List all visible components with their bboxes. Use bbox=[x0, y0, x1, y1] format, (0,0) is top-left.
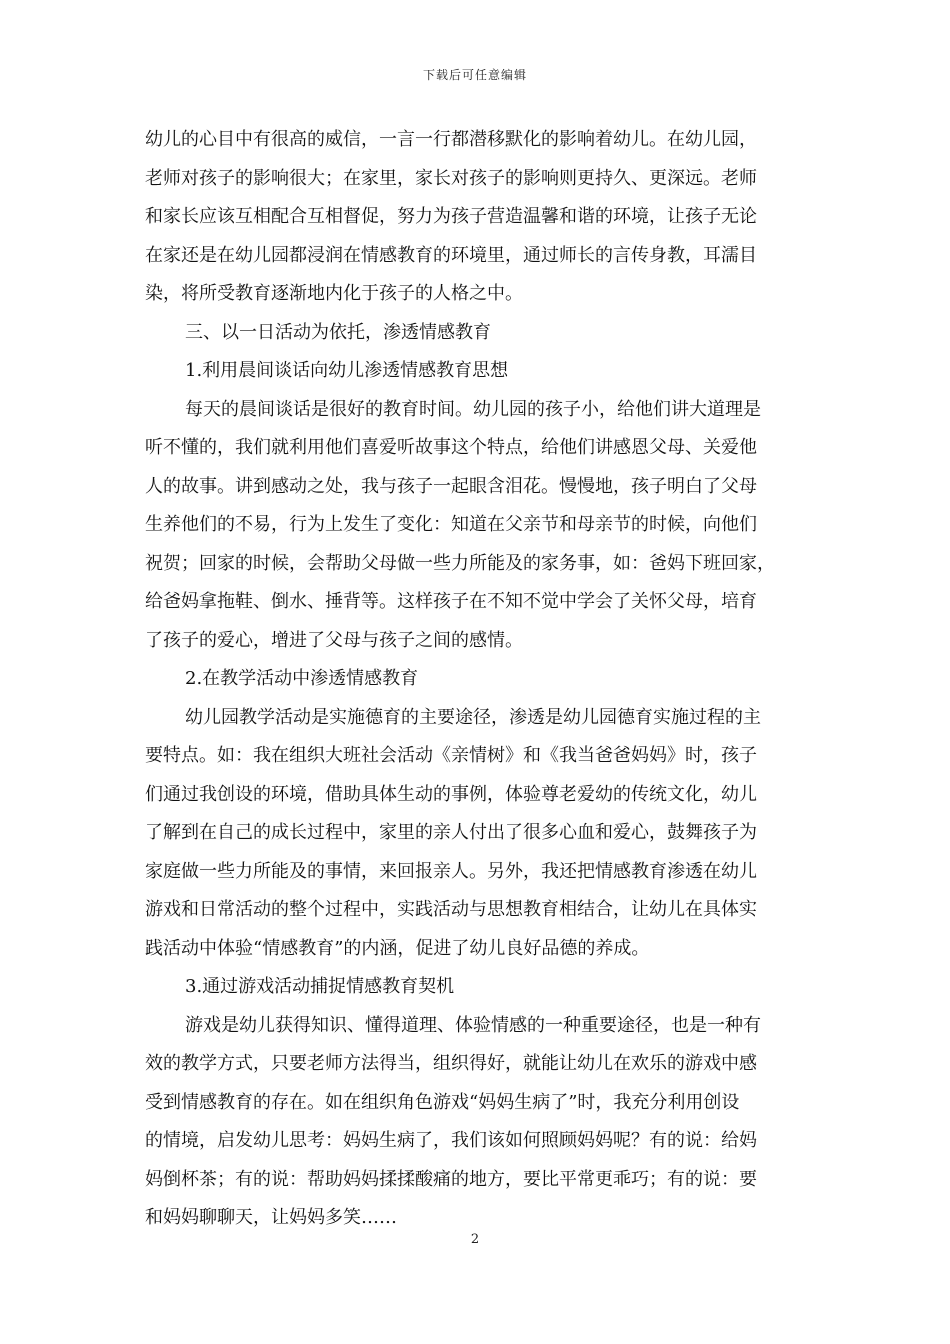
text-line: 的情境，启发幼儿思考：妈妈生病了，我们该如何照顾妈妈呢？有的说：给妈 bbox=[145, 1130, 757, 1151]
text-line: 3.通过游戏活动捕捉情感教育契机 bbox=[185, 976, 455, 997]
text-line: 每天的晨间谈话是很好的教育时间。幼儿园的孩子小，给他们讲大道理是 bbox=[185, 398, 761, 420]
text-line: 幼儿园教学活动是实施德育的主要途径，渗透是幼儿园德育实施过程的主 bbox=[185, 706, 761, 728]
text-line: 给爸妈拿拖鞋、倒水、捶背等。这样孩子在不知不觉中学会了关怀父母，培育 bbox=[145, 591, 757, 612]
text-line: 游戏和日常活动的整个过程中，实践活动与思想教育相结合，让幼儿在具体实 bbox=[145, 899, 757, 920]
page-number: 2 bbox=[470, 1232, 480, 1247]
text-line: 2.在教学活动中渗透情感教育 bbox=[185, 668, 419, 689]
text-line: 效的教学方式，只要老师方法得当，组织得好，就能让幼儿在欢乐的游戏中感 bbox=[145, 1053, 757, 1074]
text-line: 1.利用晨间谈话向幼儿渗透情感教育思想 bbox=[185, 360, 509, 381]
text-line: 践活动中体验“情感教育”的内涵，促进了幼儿良好品德的养成。 bbox=[145, 937, 650, 959]
text-line: 要特点。如：我在组织大班社会活动《亲情树》和《我当爸爸妈妈》时，孩子 bbox=[145, 745, 757, 766]
text-line: 生养他们的不易，行为上发生了变化：知道在父亲节和母亲节的时候，向他们 bbox=[145, 514, 757, 535]
text-line: 妈倒杯茶；有的说：帮助妈妈揉揉酸痛的地方，要比平常更乖巧；有的说：要 bbox=[145, 1168, 757, 1190]
text-line: 祝贺；回家的时候，会帮助父母做一些力所能及的家务事，如：爸妈下班回家， bbox=[145, 552, 775, 574]
document-body bbox=[145, 121, 805, 1238]
text-line: 了孩子的爱心，增进了父母与孩子之间的感情。 bbox=[145, 629, 523, 651]
text-line: 听不懂的，我们就利用他们喜爱听故事这个特点，给他们讲感恩父母、关爱他 bbox=[145, 437, 757, 458]
text-line: 了解到在自己的成长过程中，家里的亲人付出了很多心血和爱心，鼓舞孩子为 bbox=[145, 822, 757, 843]
text-line: 们通过我创设的环境，借助具体生动的事例，体验尊老爱幼的传统文化，幼儿 bbox=[145, 783, 757, 805]
text-line: 人的故事。讲到感动之处，我与孩子一起眼含泪花。慢慢地，孩子明白了父母 bbox=[145, 475, 757, 497]
text-line: 和妈妈聊聊天，让妈妈多笑…… bbox=[145, 1207, 397, 1228]
text-line: 在家还是在幼儿园都浸润在情感教育的环境里，通过师长的言传身教，耳濡目 bbox=[145, 244, 757, 266]
text-line: 老师对孩子的影响很大；在家里，家长对孩子的影响则更持久、更深远。老师 bbox=[145, 167, 757, 189]
text-line: 三、以一日活动为依托，渗透情感教育 bbox=[185, 321, 491, 343]
text-line: 幼儿的心目中有很高的威信，一言一行都潜移默化的影响着幼儿。在幼儿园， bbox=[145, 129, 757, 150]
text-line: 和家长应该互相配合互相督促，努力为孩子营造温馨和谐的环境，让孩子无论 bbox=[145, 206, 757, 227]
text-line: 游戏是幼儿获得知识、懂得道理、体验情感的一种重要途径，也是一种有 bbox=[185, 1014, 761, 1036]
page-header: 下载后可任意编辑 bbox=[422, 68, 527, 82]
text-line: 染，将所受教育逐渐地内化于孩子的人格之中。 bbox=[145, 283, 523, 304]
text-line: 家庭做一些力所能及的事情，来回报亲人。另外，我还把情感教育渗透在幼儿 bbox=[145, 860, 757, 882]
text-line: 受到情感教育的存在。如在组织角色游戏“妈妈生病了”时，我充分利用创设 bbox=[145, 1091, 740, 1113]
